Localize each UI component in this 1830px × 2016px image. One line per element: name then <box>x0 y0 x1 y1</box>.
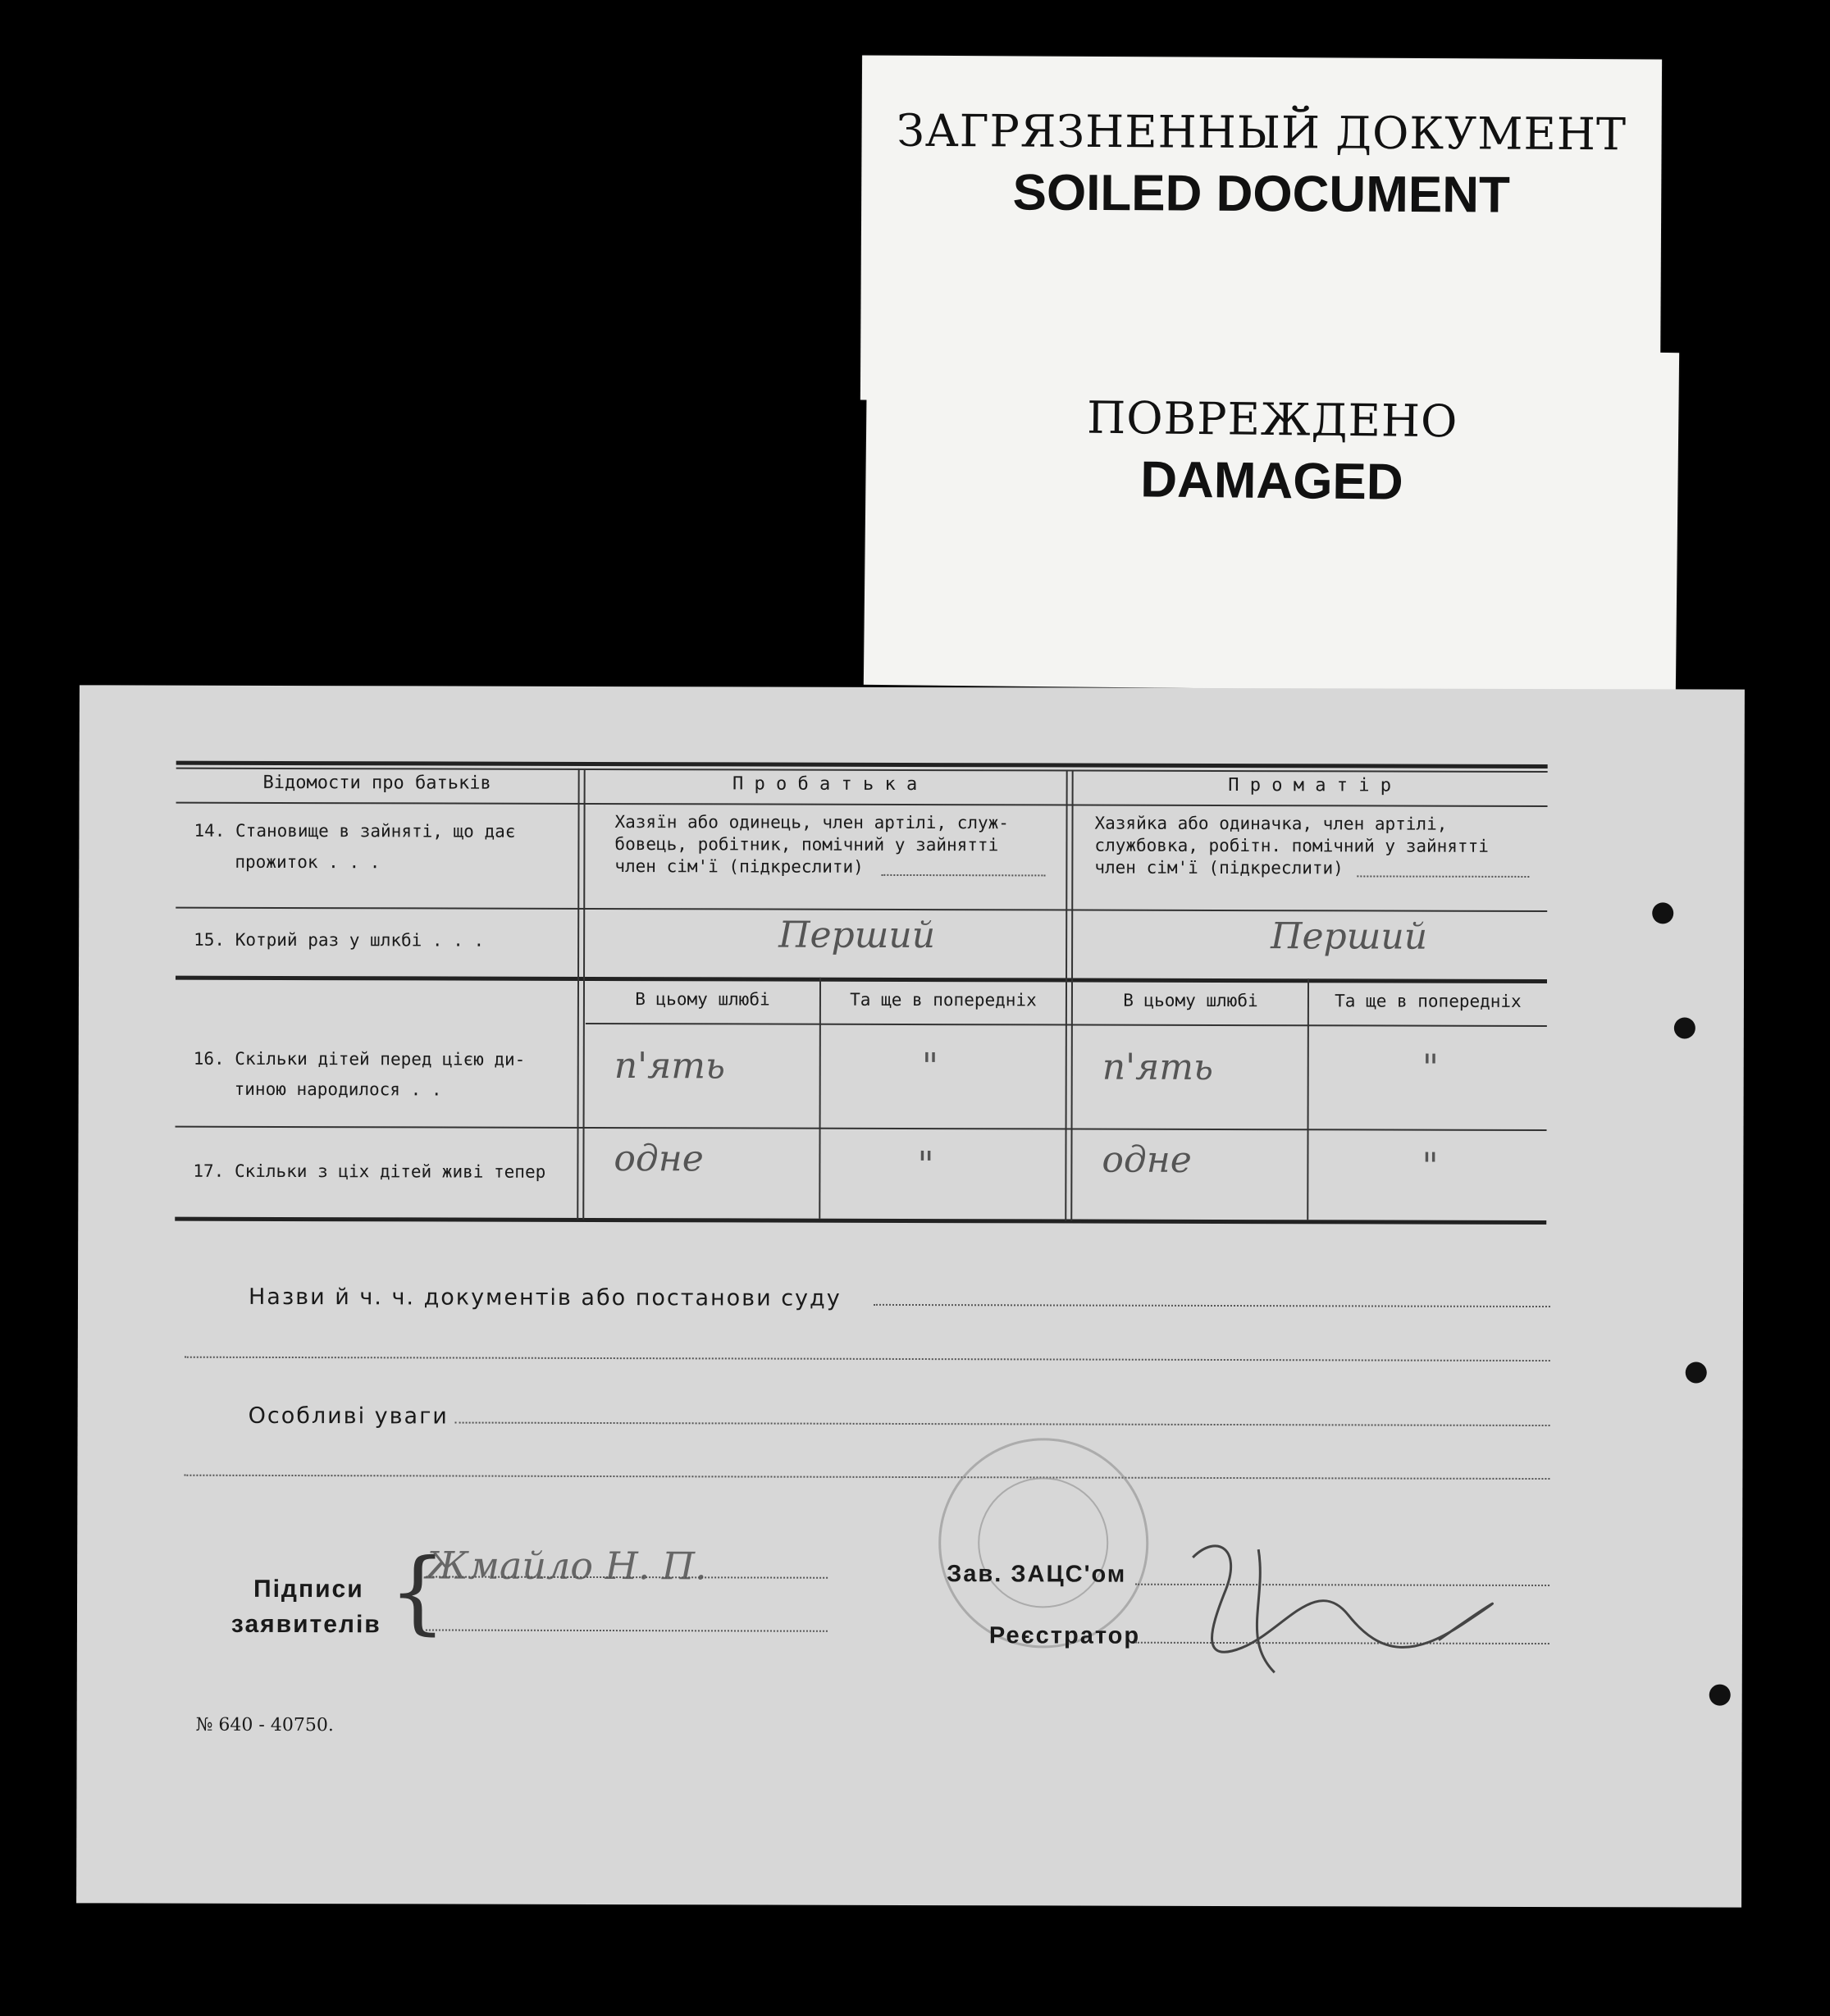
brace-icon: { <box>388 1539 447 1644</box>
row17-father-prev: " <box>917 1144 934 1187</box>
soiled-notice-ru: ЗАГРЯЗНЕННЫЙ ДОКУМЕНТ <box>897 104 1627 161</box>
row14-father-line1: Хазяїн або одинець, член артілі, служ- <box>614 812 1009 833</box>
row16-mother-this: п'ять <box>1102 1046 1214 1088</box>
header-parents-info: Відомости про батьків <box>262 772 491 794</box>
subheader-father-this-marriage: В цьому шлюбі <box>635 989 770 1010</box>
subheader-father-previous: Та ще в попередніх <box>850 989 1037 1010</box>
row14-father-line3: член сім'ї (підкреслити) <box>614 856 864 877</box>
subheader-mother-previous: Та ще в попередніх <box>1335 991 1522 1011</box>
applicant-signature-line-2 <box>426 1629 828 1631</box>
row17-father-this: одне <box>614 1138 704 1180</box>
row14-mother-line2: службовка, робітн. помічний у зайнятті <box>1094 835 1489 856</box>
damaged-notice <box>864 344 1679 693</box>
row16-mother-prev: " <box>1422 1047 1440 1089</box>
remarks-line <box>455 1422 1550 1426</box>
soiled-notice-en: SOILED DOCUMENT <box>1012 164 1511 224</box>
applicants-signatures-label-1: Підписи <box>253 1575 364 1603</box>
row16-father-prev: " <box>921 1046 939 1088</box>
row15-mother-value: Перший <box>1271 915 1428 958</box>
registrar-signature-mark <box>1168 1525 1513 1690</box>
applicant-signature: Жмайло Н. П. <box>426 1543 707 1589</box>
registration-form-sheet <box>76 685 1745 1907</box>
row16-father-this: п'ять <box>614 1045 726 1088</box>
row16-label-line2: тиною народилося . . <box>234 1079 442 1100</box>
row14-label-line1: 14. Становище в зайняті, що дає <box>194 820 516 842</box>
binder-hole <box>1709 1685 1731 1706</box>
form-number: № 640 - 40750. <box>195 1714 334 1736</box>
binder-hole <box>1674 1017 1695 1038</box>
row17-mother-prev: " <box>1422 1145 1439 1188</box>
registrar-label: Реєстратор <box>988 1622 1141 1649</box>
row14-label-line2: прожиток . . . <box>235 851 381 873</box>
row15-label: 15. Котрий раз у шлкбі . . . <box>194 929 485 951</box>
official-stamp <box>938 1438 1149 1649</box>
row17-mother-this: одне <box>1102 1138 1192 1181</box>
damaged-notice-en: DAMAGED <box>1139 451 1403 511</box>
row14-father-line2: бовець, робітник, помічний у зайнятті <box>614 834 999 855</box>
row17-label: 17. Скільки з ціх дітей живі тепер <box>193 1161 546 1182</box>
applicants-signatures-label-2: заявителів <box>230 1610 381 1639</box>
row16-label-line1: 16. Скільки дітей перед цією ди- <box>193 1048 526 1070</box>
header-about-mother: П р о м а т і р <box>1228 775 1392 796</box>
documents-line <box>874 1304 1550 1307</box>
header-about-father: П р о б а т ь к а <box>732 773 918 796</box>
documents-line-2 <box>185 1357 1550 1361</box>
binder-hole <box>1686 1361 1707 1383</box>
damaged-notice-ru: ПОВРЕЖДЕНО <box>1086 391 1458 448</box>
remarks-label: Особливі уваги <box>248 1403 449 1430</box>
row15-father-value: Перший <box>778 914 936 957</box>
head-zags-label: Зав. ЗАЦС'ом <box>947 1561 1127 1588</box>
row14-mother-line1: Хазяйка або одиначка, член артілі, <box>1094 813 1448 834</box>
subheader-mother-this-marriage: В цьому шлюбі <box>1123 990 1258 1011</box>
remarks-line-2 <box>184 1475 1549 1480</box>
parents-info-table <box>176 761 1548 1188</box>
row14-mother-line3: член сім'ї (підкреслити) <box>1094 857 1344 878</box>
documents-label: Назви й ч. ч. документів або постанови суду <box>248 1284 842 1311</box>
binder-hole <box>1652 902 1673 924</box>
